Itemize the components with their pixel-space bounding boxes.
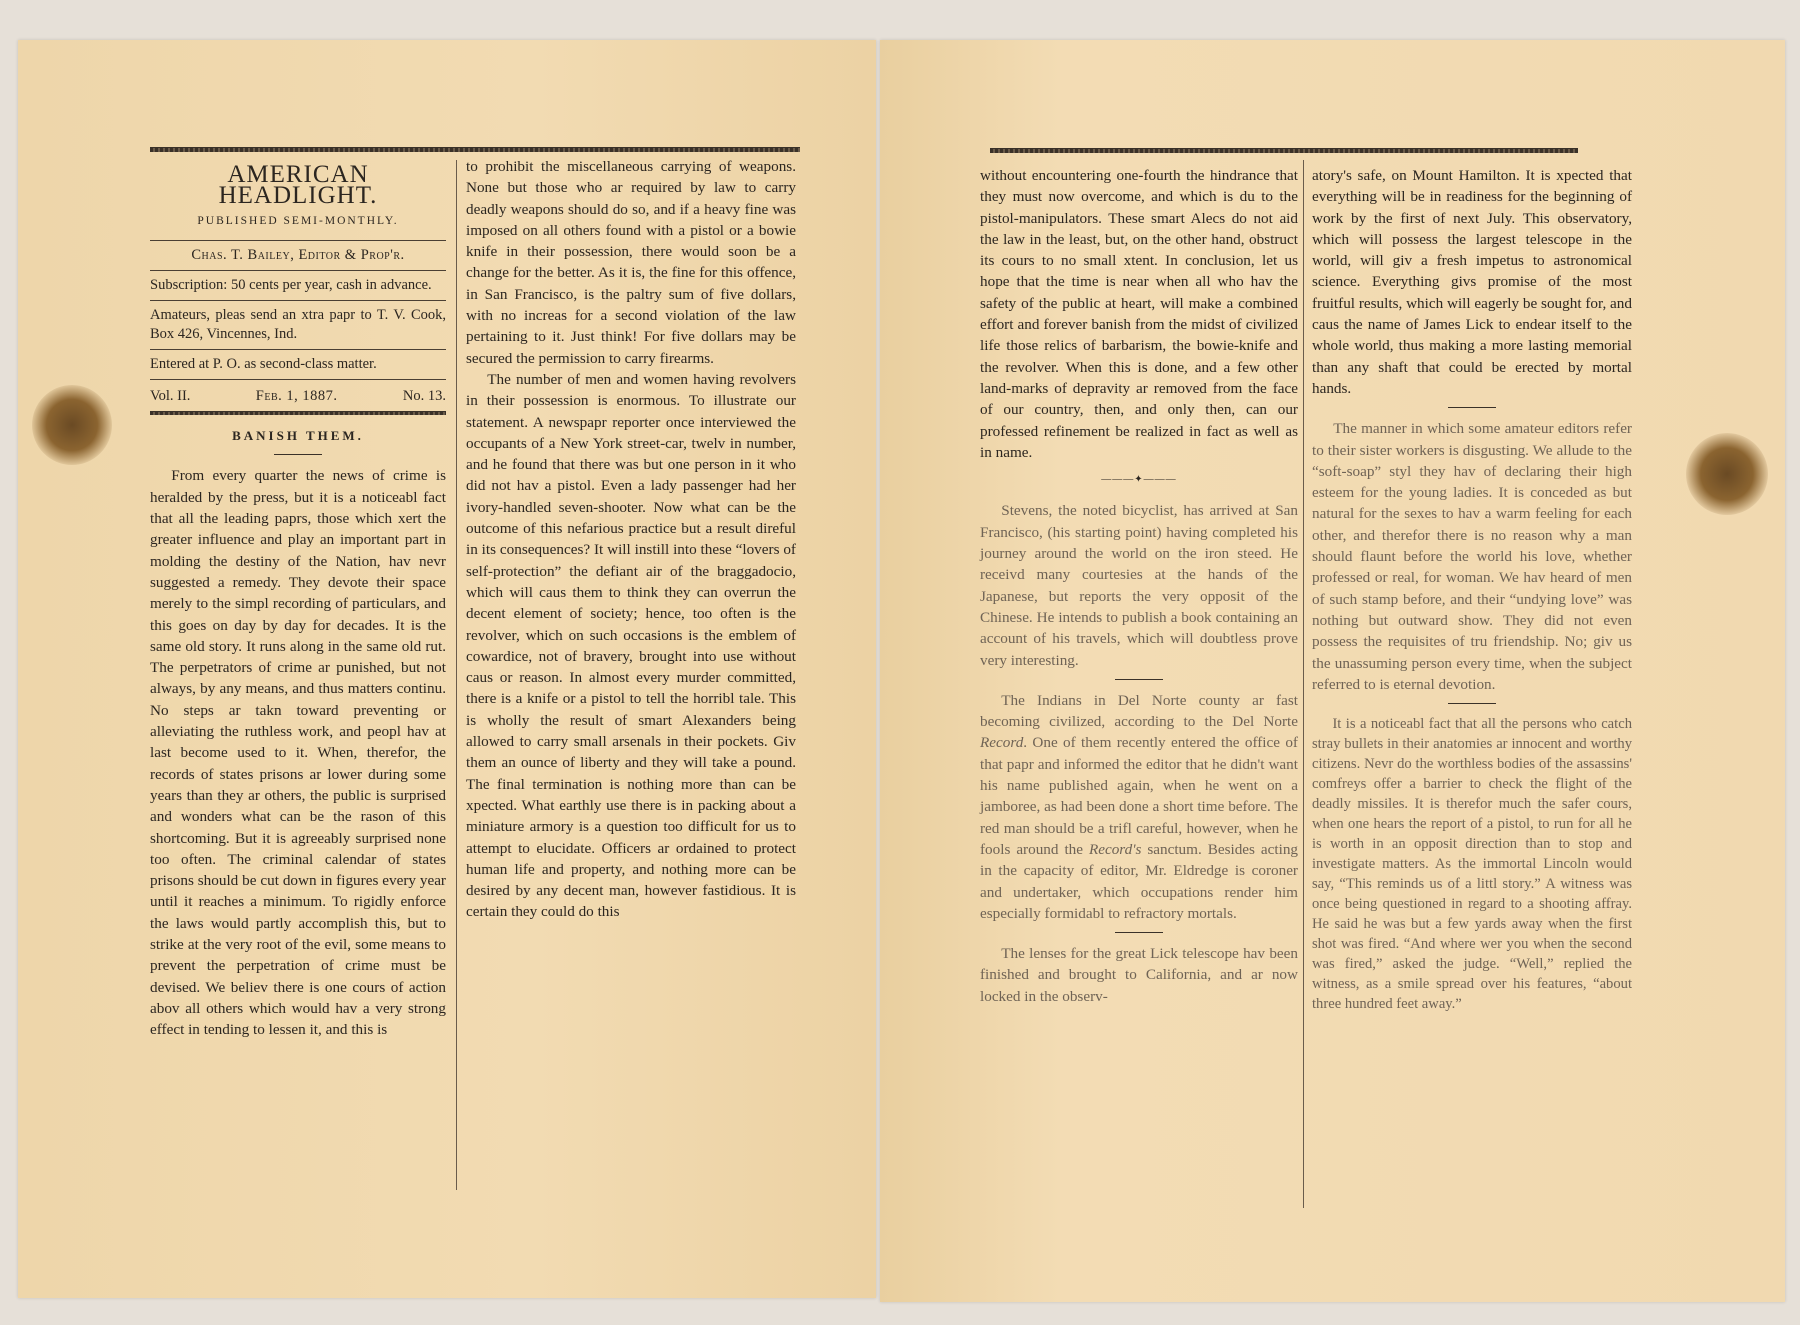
column-divider-right — [1303, 160, 1304, 1208]
right-page — [880, 40, 1785, 1302]
item-rule — [1115, 679, 1163, 680]
masthead-divider — [150, 240, 446, 241]
masthead-divider — [150, 349, 446, 350]
item-rule — [1115, 932, 1163, 933]
masthead-divider — [150, 300, 446, 301]
masthead-divider — [150, 379, 446, 380]
issue-number: No. 13. — [402, 387, 446, 404]
headline-rule — [274, 454, 322, 455]
right-column-2 — [1312, 165, 1632, 1014]
masthead-subscription: Subscription: 50 cents per year, cash in advance. — [150, 276, 432, 293]
records-italic: Record's — [1088, 840, 1142, 858]
article-paragraph: without encountering one-fourth the hindrance that they must now overcome, and which is du to the pistol-manipulators. These smart Alecs do not aid the law in the least, but, on the other hand, obstruct its cours to no small xtent. In conclusion, let us hope that the time is near when all who hav the safety of the public at heart, will make a combined effort and forever banish from the midst of civilized life those relics of barbarism, the bowie-knife and the revolver. When this is done, and a few other land-marks of depravity ar removed from the face of our country, then, and only then, can our professed refinement be realized in fact as well as in name. — [980, 167, 1298, 461]
article-paragraph: The number of men and women having revolvers in their possession is enormous. To illustrate our statement. A newspapr reporter once interviewed the occupants of a New York street-car, twelv in number, and he found that there was but one person in it who did not hav a pistol. Even a lady passenger had her ivory-handled seven-shooter. Now what can be the outcome of this nefarious practice but a result direful in its consequences? It will instill into these “lovers of self-protection” the defiant air of the braggadocio, which will caus them to think they can overrun the decent element of society; hence, too often is the revolver, which on such occasions is the emblem of cowardice, not of bravery, brought into use without caus or reason. In almost every murder committed, there is a knife or a pistol to tell the horribl tale. This is wholly the result of smart Alexanders being allowed to carry small arsenals in their pockets. Giv them an ounce of liberty and they will take a pound. The final termination is nothing more than can be xpected. What earthly use there is in packing about a miniature armory is a question too difficult for us to attempt to elucidate. Officers ar ordained to protect human life and property, and nothing more can be desired by any decent man, however fastidious. It is certain they could do this — [466, 370, 796, 921]
masthead-editor: Chas. T. Bailey, Editor & Prop'r. — [191, 246, 405, 263]
indians-text-2: . One of them recently entered the office of that papr and informed the editor that he didn't want his name published again, when he went on a jamboree, as had been done a short time before. The red man should be a trifl careful, however, when he fools around the — [980, 734, 1298, 858]
record-italic: Record — [980, 734, 1024, 752]
masthead-title: AMERICAN HEADLIGHT. — [218, 161, 378, 210]
lick-item-continued: atory's safe, on Mount Hamilton. It is xpected that everything will be in readiness for the beginning of work by the first of next July. This observatory, which will possess the largest telescope in the world, will giv a fresh impetus to astronomical science. Everything givs promise of the most fruitful results, which will eagerly be sought for, and caus the name of James Lick to endear itself to the whole world, thus making a more lasting memorial than any shaft that could be erected by mortal hands. — [1312, 167, 1632, 397]
issue-date: Feb. 1, 1887. — [255, 387, 338, 404]
indians-item — [980, 690, 1298, 924]
column-divider-left — [456, 160, 457, 1190]
masthead-bottom-rule — [150, 411, 446, 415]
masthead-subtitle: PUBLISHED SEMI-MONTHLY. — [197, 214, 399, 227]
stain-left — [32, 385, 112, 465]
left-column-1 — [150, 158, 446, 1041]
volume-number: Vol. II. — [150, 387, 191, 404]
item-rule — [1448, 407, 1496, 408]
indians-text-3: sanctum. Besides acting in the capacity of editor, Mr. Eldredge is coroner and undertaker, which occupations render him especially formidabl to refractory mortals. — [980, 840, 1299, 922]
article-paragraph: to prohibit the miscellaneous carrying of weapons. None but those who ar required by law to carry deadly weapons should do so, and if a heavy fine was imposed on all others found with a pistol or a bowie knife in their possession, there would soon be a change for the better. As it is, the fine for this offence, in San Francisco, is the paltry sum of five dollars, with no increas for a second violation of the law pertaining to it. Just think! For five dollars may be secured the permission to carry firearms. — [466, 158, 796, 367]
left-column-2 — [466, 156, 796, 923]
left-page — [18, 40, 876, 1298]
indians-text-1: The Indians in Del Norte county ar fast becoming civilized, according to the Del Norte — [980, 691, 1298, 731]
softsoap-item: The manner in which some amateur editors refer to their sister workers is disgusting. We allude to the “soft-soap” styl they hav of declaring their high esteem for the young ladies. It is conceded as but natural for the sexes to hav a warm feeling for each other, and therefor there is no reason why a man should flaunt before the world his love, whether professed or real, for woman. We hav heard of men of such stamp before, and their “undying love” was nothing but outward show. They did not even possess the requisites of tru friendship. No; giv us the unassuming person every time, when the subject referred to is eternal devotion. — [1312, 420, 1632, 693]
masthead-amateurs: Amateurs, pleas send an xtra papr to T. V. Cook, Box 426, Vincennes, Ind. — [150, 306, 446, 342]
article-headline: BANISH THEM. — [232, 428, 364, 444]
masthead-entered: Entered at P. O. as second-class matter. — [150, 355, 377, 372]
article-paragraph: From every quarter the news of crime is heralded by the press, but it is a noticeabl fact that all the leading paprs, those which xert the greater influence and play an important part in molding the destiny of the Nation, hav nevr suggested a remedy. They devote their space merely to the simpl recording of particulars, and this goes on day by day for decades. It is the same old story. It runs along in the same old rut. The perpetrators of crime ar punished, but not always, by any means, and thus matters continu. No steps ar takn toward preventing or alleviating the ruthless work, and peopl hav at last become used to it. When, therefor, the records of states prisons ar lower during some years than they ar others, the public is surprised and wonders what can be the rason of this shortcoming. But it is agreeably surprised none too often. The criminal calendar of states prisons should be cut down in figures every year until it reaches a minimum. To rigidly enforce the laws would partly accomplish this, but to strike at the very root of the evil, some means to prevent the perpetration of crime must be devised. We believ there is one cours of action abov all others which would hav a very strong effect in tending to lessen it, and this is — [150, 467, 446, 1039]
top-rule-left — [150, 147, 800, 152]
top-rule-right — [990, 148, 1578, 153]
right-column-1 — [980, 165, 1298, 1007]
stain-right — [1686, 433, 1768, 515]
stevens-item: Stevens, the noted bicyclist, has arrived at San Francisco, (his starting point) having completed his journey around the world on the iron steed. He receivd many courtesies at the hands of the Japanese, but reports the very opposit of the Chinese. He intends to publish a book containing an account of his travels, which will doubtless prove very interesting. — [980, 502, 1298, 669]
item-rule — [1448, 703, 1496, 704]
masthead-divider — [150, 270, 446, 271]
lick-item-start: The lenses for the great Lick telescope hav been finished and brought to California, and ar now locked in the observ- — [980, 945, 1298, 1005]
bullets-item: It is a noticeabl fact that all the persons who catch stray bullets in their anatomies ar innocent and worthy citizens. Nevr do the worthless bodies of the assassins' comfreys offer a barrier to check the flight of the deadly missiles. It is therefor much the safer cours, when one hears the report of a pistol, to run for all he is worth in an opposit direction than to stop and investigate matters. As the immortal Lincoln would say, “This reminds us of a littl story.” A witness was once being questioned in regard to a shooting affray. He said he was but a few yards away when the first shot was fired. “And where wer you when the second was fired,” asked the judge. “Well,” replied the witness, as a smile spread over his features, “about three hundred feet away.” — [1312, 716, 1632, 1013]
ornament-divider: ———✦——— — [1101, 474, 1177, 486]
volume-line — [150, 386, 446, 407]
